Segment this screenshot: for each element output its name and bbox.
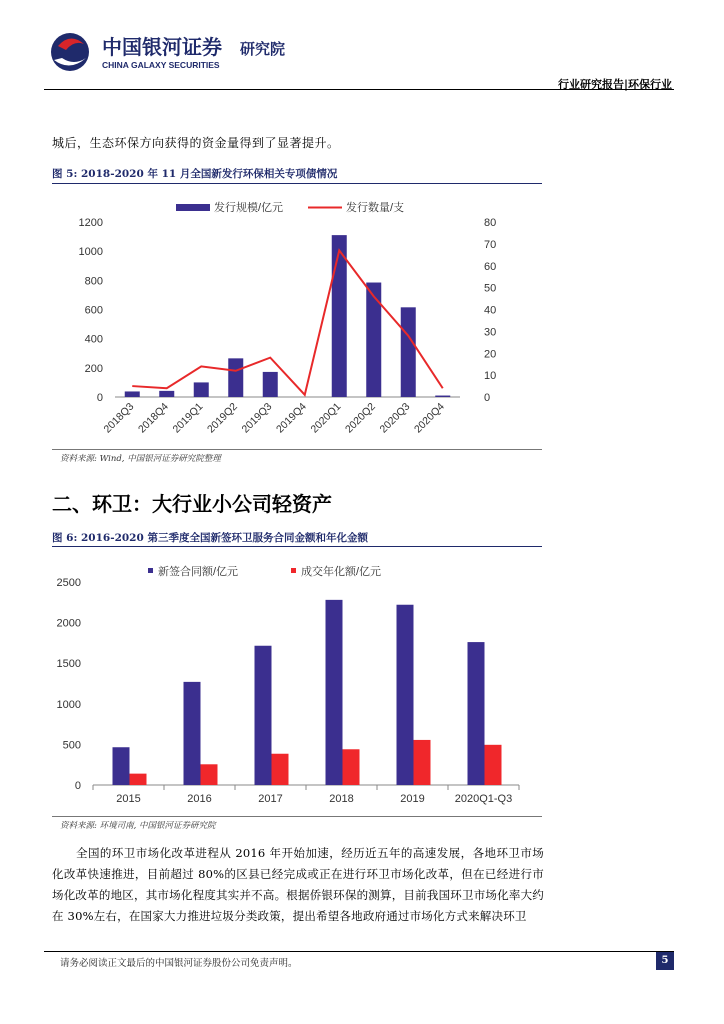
x-tick-label: 2019 xyxy=(400,793,425,805)
y-right-tick-label: 30 xyxy=(484,326,497,339)
figure5-chart xyxy=(52,190,544,446)
bar-annualized xyxy=(485,745,502,785)
y-tick-label: 1000 xyxy=(56,698,81,711)
legend-swatch-annualized xyxy=(291,568,296,573)
x-tick-label: 2020Q2 xyxy=(342,400,378,436)
x-tick-label: 2020Q3 xyxy=(377,400,413,436)
bar xyxy=(263,372,278,397)
logo-en: CHINA GALAXY SECURITIES xyxy=(102,60,220,70)
series-line xyxy=(132,250,443,394)
header-rule xyxy=(44,89,674,90)
y-right-tick-label: 0 xyxy=(484,392,491,404)
y-left-tick-label: 200 xyxy=(84,362,103,375)
y-right-tick-label: 40 xyxy=(484,304,497,317)
x-tick-label: 2016 xyxy=(187,793,212,805)
page-number: 5 xyxy=(656,952,674,970)
y-left-tick-label: 400 xyxy=(84,333,103,346)
bar-contract xyxy=(468,642,485,785)
figure6-source: 资料来源: 环境司南, 中国银河证券研究院 xyxy=(60,821,216,831)
y-tick-label: 500 xyxy=(62,739,81,752)
figure6-source-rule xyxy=(52,816,542,817)
bar-contract xyxy=(255,646,272,785)
x-tick-label: 2017 xyxy=(258,793,283,805)
bar-contract xyxy=(326,600,343,785)
figure5-source: 资料来源: Wind, 中国银河证券研究院整理 xyxy=(60,454,221,464)
y-right-tick-label: 10 xyxy=(484,370,497,383)
bar xyxy=(159,391,174,397)
y-right-tick-label: 60 xyxy=(484,260,497,273)
bar xyxy=(366,283,381,397)
y-left-tick-label: 1200 xyxy=(78,217,103,229)
x-tick-label: 2018Q3 xyxy=(101,400,137,436)
logo-suffix: 研究院 xyxy=(240,41,286,58)
x-tick-label: 2015 xyxy=(116,793,141,805)
x-tick-label: 2019Q3 xyxy=(239,400,275,436)
legend-label-contract: 新签合同额/亿元 xyxy=(158,566,239,578)
x-tick-label: 2019Q4 xyxy=(273,400,309,436)
bar-annualized xyxy=(272,754,289,785)
bar-annualized xyxy=(343,749,360,785)
bar xyxy=(228,358,243,397)
footer-rule xyxy=(44,951,674,952)
bar xyxy=(125,391,140,397)
figure5-rule xyxy=(52,183,542,184)
bar-annualized xyxy=(201,764,218,785)
legend-swatch-bars xyxy=(176,204,210,211)
legend-label-annualized: 成交年化额/亿元 xyxy=(301,566,382,578)
x-tick-label: 2019Q1 xyxy=(170,400,206,436)
y-right-tick-label: 20 xyxy=(484,348,497,361)
figure5-title: 图 5: 2018-2020 年 11 月全国新发行环保相关专项债情况 xyxy=(52,168,338,180)
x-tick-label: 2018 xyxy=(329,793,354,805)
y-tick-label: 0 xyxy=(74,780,81,792)
bar-contract xyxy=(113,747,130,785)
bar-annualized xyxy=(414,740,431,785)
y-right-tick-label: 80 xyxy=(484,217,497,229)
x-tick-label: 2019Q2 xyxy=(204,400,240,436)
legend-label-line: 发行数量/支 xyxy=(346,202,405,214)
legend-label-bars: 发行规模/亿元 xyxy=(214,202,284,214)
logo-cn: 中国银河证券 xyxy=(102,37,222,59)
report-type: 行业研究报告|环保行业 xyxy=(557,78,672,91)
figure6-rule xyxy=(52,546,542,547)
figure6-chart xyxy=(52,556,544,814)
section-title: 二、环卫：大行业小公司轻资产 xyxy=(52,492,332,516)
y-left-tick-label: 0 xyxy=(96,392,103,404)
bar-contract xyxy=(184,682,201,785)
y-tick-label: 1500 xyxy=(56,658,81,671)
company-logo xyxy=(44,22,314,82)
legend-swatch-contract xyxy=(148,568,153,573)
y-left-tick-label: 600 xyxy=(84,304,103,317)
bar-annualized xyxy=(130,774,147,785)
bar xyxy=(401,307,416,397)
figure6-title: 图 6: 2016-2020 第三季度全国新签环卫服务合同金额和年化金额 xyxy=(52,532,368,544)
bar xyxy=(435,396,450,397)
y-left-tick-label: 1000 xyxy=(78,246,103,259)
y-tick-label: 2500 xyxy=(56,577,81,589)
bar xyxy=(332,235,347,397)
intro-text: 城后，生态环保方向获得的资金量得到了显著提升。 xyxy=(52,136,340,150)
figure5-source-rule xyxy=(52,449,542,450)
x-tick-label: 2020Q1 xyxy=(308,400,344,436)
x-tick-label: 2018Q4 xyxy=(135,400,171,436)
bar xyxy=(194,382,209,397)
y-right-tick-label: 50 xyxy=(484,282,497,295)
y-right-tick-label: 70 xyxy=(484,238,497,251)
x-tick-label: 2020Q4 xyxy=(411,400,447,436)
footer-disclaimer: 请务必阅读正文最后的中国银河证券股份公司免责声明。 xyxy=(60,958,298,969)
y-tick-label: 2000 xyxy=(56,617,81,630)
body-paragraph: 全国的环卫市场化改革进程从 2016 年开始加速，经历近五年的高速发展，各地环卫市场化改革快速推进，目前超过 80%的区县已经完成或正在进行环卫市场化改革，但在已经进行市场化改革的地区，其市场化程度其实并不高。根据侨银环保的测算，目前我国环卫市场化率大约在 30%左右，在国家大力推进垃圾分类政策，提出希望各地政府通过市场化方式来解决环卫 xyxy=(52,846,544,923)
bar-contract xyxy=(397,605,414,785)
x-tick-label: 2020Q1-Q3 xyxy=(454,793,513,805)
y-left-tick-label: 800 xyxy=(84,275,103,288)
